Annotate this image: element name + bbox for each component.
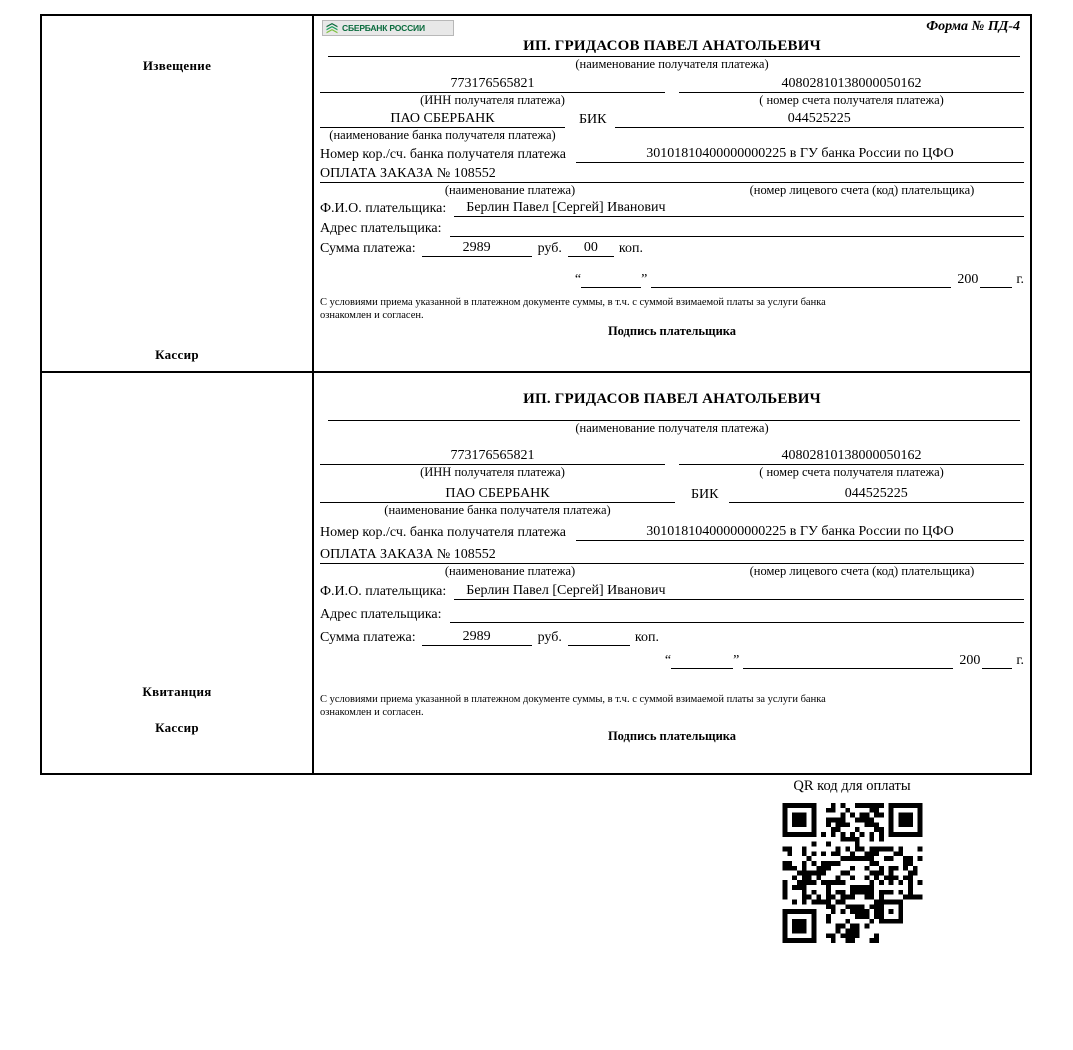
date-quote-close-bottom: ” [733,653,740,668]
korschet-value-bottom: 30101810400000000225 в ГУ банка России по ЦФО [576,524,1024,541]
date-month-bottom [743,652,953,669]
bank-name-value-top: ПАО СБЕРБАНК [320,111,565,128]
caption-account-top: ( номер счета получателя платежа) [759,93,944,107]
caption-personal-account-top: (номер лицевого счета (код) плательщика) [749,183,975,197]
bik-value-top: 044525225 [615,111,1025,128]
qr-block [762,778,942,948]
sum-value-top: 2989 [422,240,532,257]
address-value-top [450,220,1024,237]
recipient-name-bottom: ИП. ГРИДАСОВ ПАВЕЛ АНАТОЛЬЕВИЧ [523,391,821,407]
payer-label-top: Ф.И.О. плательщика: [320,201,447,216]
payment-form [40,14,1032,775]
terms-line2-bottom: ознакомлен и согласен. [320,707,424,718]
inn-block-top [320,76,665,108]
caption-bank-name-top: (наименование банка получателя платежа) [329,128,556,142]
bik-label-bottom: БИК [691,487,719,502]
notice-right-column [314,16,1030,371]
year-value-bottom [982,652,1012,669]
payer-label-bottom: Ф.И.О. плательщика: [320,584,447,599]
notice-section [42,16,1030,373]
receipt-section [42,373,1030,773]
payment-purpose-top: ОПЛАТА ЗАКАЗА № 108552 [320,166,700,183]
account-value-bottom: 40802810138000050162 [679,448,1024,465]
kop-value-top: 00 [568,240,614,257]
caption-payment-name-bottom: (наименование платежа) [444,564,576,578]
inn-value-top: 773176565821 [320,76,665,93]
account-block-bottom [679,448,1024,480]
kop-value-bottom [568,629,630,646]
personal-account-value-top [700,166,1024,183]
rub-label-bottom: руб. [537,630,562,645]
caption-inn-bottom: (ИНН получателя платежа) [420,465,565,479]
personal-account-value-bottom [700,547,1024,564]
address-label-top: Адрес плательщика: [320,221,442,236]
inn-value-bottom: 773176565821 [320,448,665,465]
receipt-left-column [42,373,314,773]
account-block-top [679,76,1024,108]
korschet-value-top: 30101810400000000225 в ГУ банка России по ЦФО [576,146,1024,163]
rub-label-top: руб. [537,241,562,256]
side-label-receipt: Квитанция [142,684,212,699]
year-prefix-bottom: 200 [959,653,981,668]
signature-label-bottom: Подпись плательщика [607,729,737,743]
account-value-top: 40802810138000050162 [679,76,1024,93]
year-value-top [980,271,1012,288]
year-suffix-bottom: г. [1016,653,1024,668]
terms-line2-top: ознакомлен и согласен. [320,310,424,321]
date-month-top [651,271,951,288]
bik-label-top: БИК [579,112,607,127]
terms-line1-bottom: С условиями приема указанной в платежном документе суммы, в т.ч. с суммой взимаемой платы за услуги банка [320,694,826,705]
side-label-cashier-top: Кассир [155,347,199,362]
caption-bank-name-bottom: (наименование банка получателя платежа) [384,503,611,517]
qr-title: QR код для оплаты [793,778,911,794]
year-prefix-top: 200 [957,272,979,287]
sum-label-bottom: Сумма платежа: [320,630,416,645]
side-label-notice: Извещение [142,58,212,73]
sum-value-bottom: 2989 [422,629,532,646]
bank-name-value-bottom: ПАО СБЕРБАНК [320,486,675,503]
signature-label-top: Подпись плательщика [607,324,737,338]
caption-account-bottom: ( номер счета получателя платежа) [759,465,944,479]
side-label-cashier-bottom: Кассир [155,720,199,735]
address-value-bottom [450,606,1024,623]
sberbank-logo-icon [325,22,339,34]
date-quote-open-top: “ [574,272,582,287]
kop-label-bottom: коп. [634,630,659,645]
caption-personal-account-bottom: (номер лицевого счета (код) плательщика) [749,564,975,578]
terms-line1-top: С условиями приема указанной в платежном документе суммы, в т.ч. с суммой взимаемой платы за услуги банка [320,297,826,308]
sberbank-logo [322,20,454,36]
date-quote-open-bottom: “ [664,653,672,668]
receipt-right-column [314,373,1030,773]
recipient-name-top: ИП. ГРИДАСОВ ПАВЕЛ АНАТОЛЬЕВИЧ [523,38,821,54]
form-number: Форма № ПД-4 [926,19,1020,34]
qr-code-image [775,803,930,943]
caption-payment-name-top: (наименование платежа) [444,183,576,197]
caption-recipient-name-top: (наименование получателя платежа) [575,57,769,71]
payer-name-top: Берлин Павел [Сергей] Иванович [454,200,1024,217]
inn-block-bottom [320,448,665,480]
sberbank-logo-text: СБЕРБАНК РОССИИ [342,23,425,33]
kop-label-top: коп. [618,241,643,256]
korschet-label-top: Номер кор./сч. банка получателя платежа [320,147,566,162]
date-day-top [581,271,641,288]
caption-inn-top: (ИНН получателя платежа) [420,93,565,107]
payer-name-bottom: Берлин Павел [Сергей] Иванович [454,583,1024,600]
date-quote-close-top: ” [641,272,648,287]
payment-purpose-bottom: ОПЛАТА ЗАКАЗА № 108552 [320,547,700,564]
year-suffix-top: г. [1016,272,1024,287]
notice-left-column [42,16,314,371]
bik-value-bottom: 044525225 [729,486,1025,503]
address-label-bottom: Адрес плательщика: [320,607,442,622]
sum-label-top: Сумма платежа: [320,241,416,256]
korschet-label-bottom: Номер кор./сч. банка получателя платежа [320,525,566,540]
caption-recipient-name-bottom: (наименование получателя платежа) [575,421,769,435]
date-day-bottom [671,652,733,669]
